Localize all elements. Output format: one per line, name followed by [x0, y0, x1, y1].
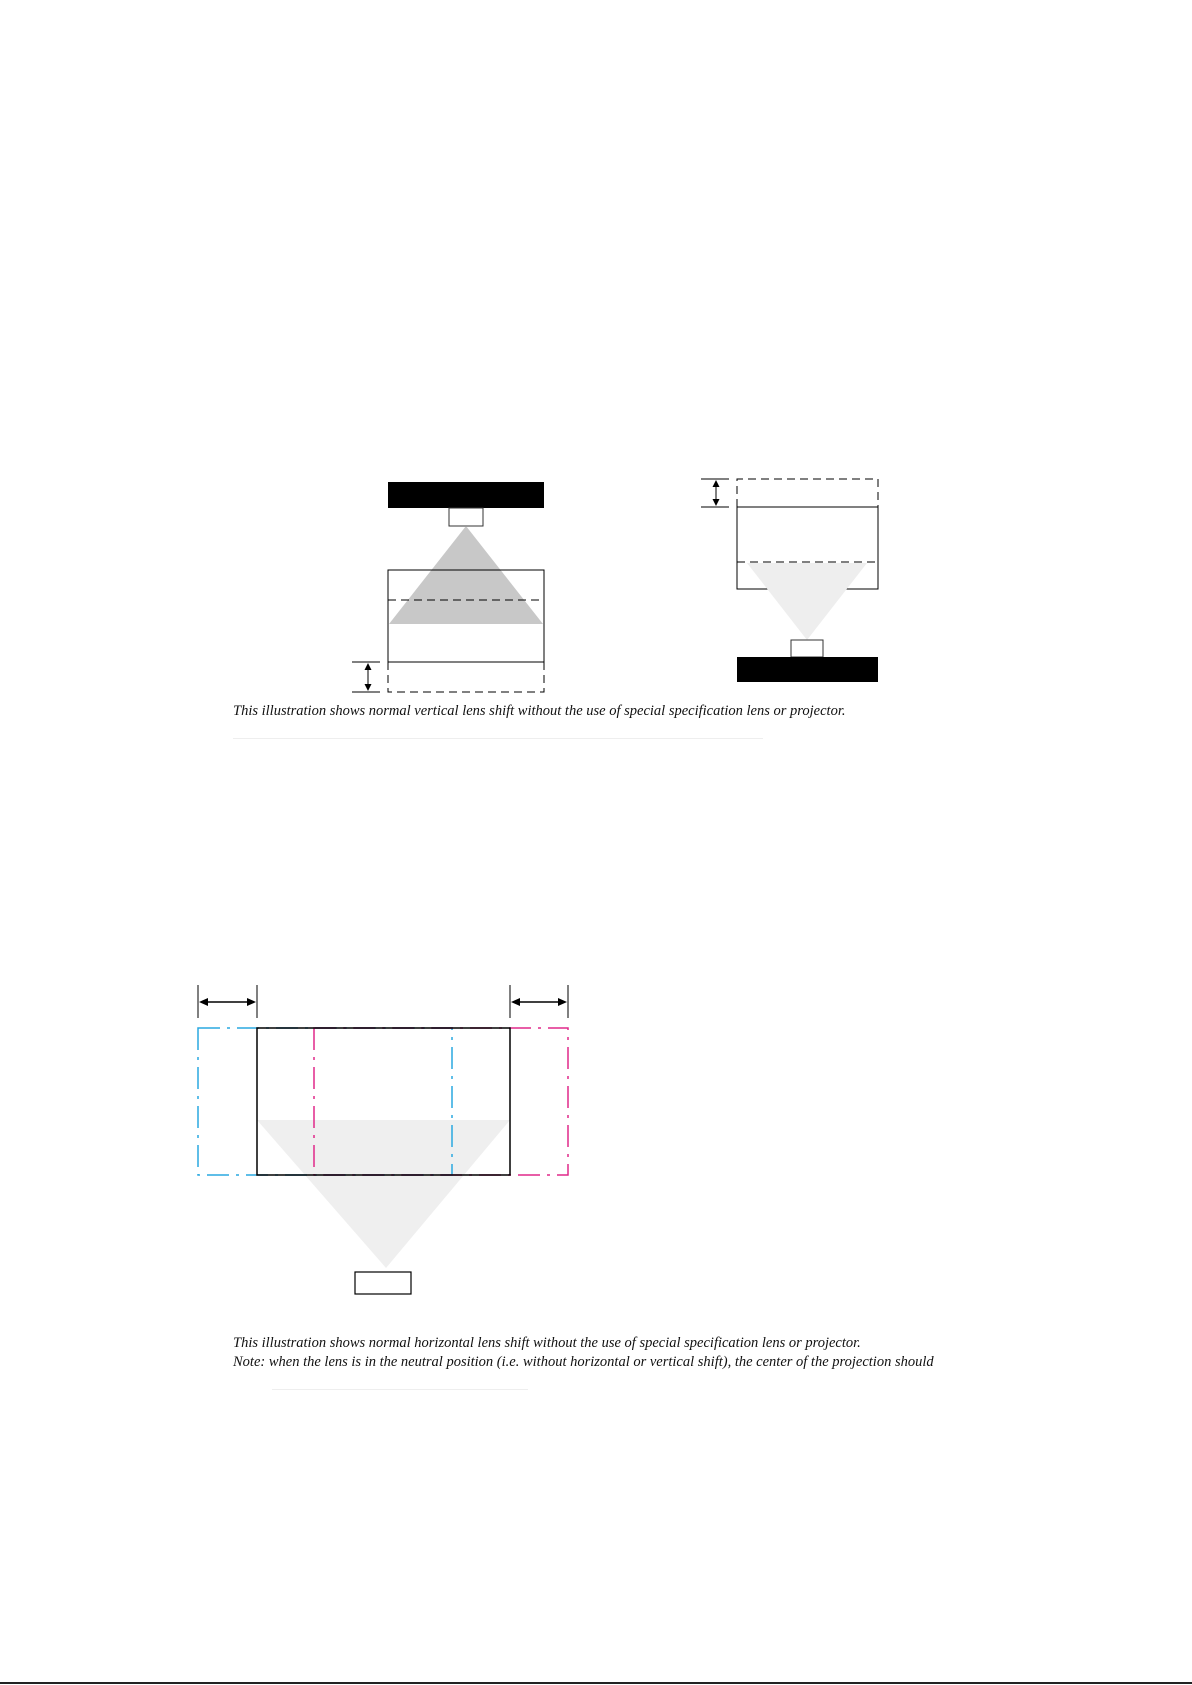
right-shift-arrowhead-right: [558, 998, 567, 1006]
projector-lens-outline: [355, 1272, 411, 1294]
figure2-caption-line2: Note: when the lens is in the neutral position (i.e. without horizontal or vertical shift), the center of the projection should: [233, 1354, 934, 1370]
page-bottom-rule: [0, 1682, 1192, 1684]
figure2-caption-line1: This illustration shows normal horizontal lens shift without the use of special specification lens or projector.: [233, 1335, 861, 1351]
figure1-caption: This illustration shows normal vertical lens shift without the use of special specification lens or projector.: [233, 703, 846, 719]
right-shift-arrowhead-left: [511, 998, 520, 1006]
horizontal-projection-beam: [257, 1120, 510, 1268]
left-shift-arrowhead-left: [199, 998, 208, 1006]
left-shift-arrowhead-right: [247, 998, 256, 1006]
figure2-divider: [272, 1389, 528, 1390]
